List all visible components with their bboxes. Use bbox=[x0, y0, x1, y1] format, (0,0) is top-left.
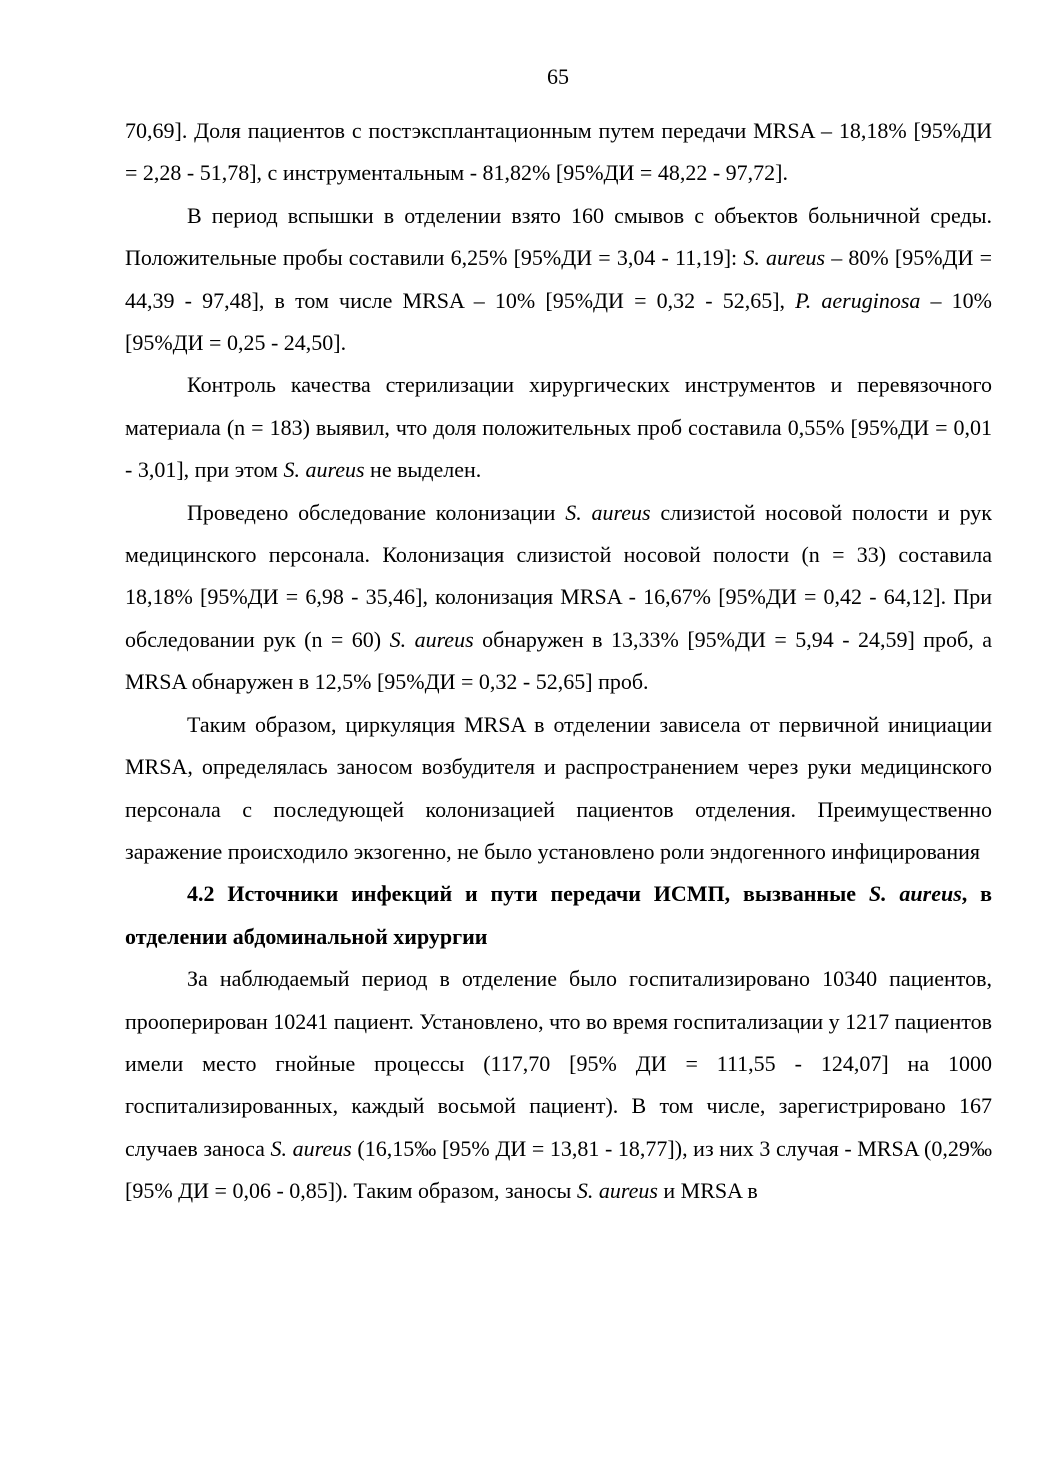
species-name: S. aureus bbox=[270, 1135, 352, 1161]
section-heading bbox=[125, 873, 992, 958]
paragraph-staff-colonization bbox=[125, 492, 992, 704]
document-body bbox=[125, 110, 992, 1213]
heading-text: , в отделении абдоминальной хирургии bbox=[125, 881, 992, 949]
paragraph-continuation bbox=[125, 110, 992, 195]
text-run: – 10% [95%ДИ = 0,25 - 24,50]. bbox=[125, 287, 992, 356]
text-run: слизистой носовой полости и рук медицинского персонала. Колонизация слизистой носовой полости (n = 33) составила 18,18% [95%ДИ = 6,98 - 35,46], колонизация MRSA - 16,67% [95%ДИ = 0,42 - 64,12]. При обследовании рук (n = 60) bbox=[125, 499, 992, 652]
species-name: S. aureus bbox=[283, 457, 365, 483]
paragraph-observation-period bbox=[125, 958, 992, 1212]
paragraph-conclusion bbox=[125, 704, 992, 874]
text-run: Таким образом, циркуляция MRSA в отделении зависела от первичной инициации MRSA, определялась заносом возбудителя и распространением через руки медицинского персонала с последующей колонизацией пациентов отделения. Преимущественно заражение происходило экзогенно, не было установлено роли эндогенного инфицирования bbox=[125, 711, 992, 864]
heading-text: 4.2 Источники инфекций и пути передачи ИСМП, вызванные bbox=[187, 881, 869, 907]
text-run: обнаружен в 13,33% [95%ДИ = 5,94 - 24,59] проб, а MRSA обнаружен в 12,5% [95%ДИ = 0,32 - 52,65] проб. bbox=[125, 626, 992, 695]
text-run: – 80% [95%ДИ = 44,39 - 97,48], в том числе MRSA – 10% [95%ДИ = 0,32 - 52,65], bbox=[125, 245, 993, 313]
paragraph-sterilization-control bbox=[125, 364, 992, 491]
species-name: S. aureus bbox=[389, 626, 474, 652]
text-run: За наблюдаемый период в отделение было госпитализировано 10340 пациентов, прооперирован 10241 пациент. Установлено, что во время госпитализации у 1217 пациентов имели место гнойные процессы (117,70 [95% ДИ = 111,55 - 124,07] на 1000 госпитализированных, каждый восьмой пациент). В том числе, зарегистрировано 167 случаев заноса bbox=[125, 966, 992, 1161]
text-run: 70,69]. Доля пациентов с постэксплантационным путем передачи MRSA – 18,18% [95%ДИ = 2,28 - 51,78], с инструментальным - 81,82% [95%ДИ = 48,22 - 97,72]. bbox=[125, 118, 992, 186]
text-run: В период вспышки в отделении взято 160 смывов с объектов больничной среды. Положительные пробы составили 6,25% [95%ДИ = 3,04 - 11,19]: bbox=[125, 202, 992, 271]
text-run: не выделен. bbox=[364, 457, 482, 483]
species-name: P. aeruginosa bbox=[795, 287, 921, 313]
text-run: (16,15‰ [95% ДИ = 13,81 - 18,77]), из них 3 случая - MRSA (0,29‰ [95% ДИ = 0,06 - 0,85]). Таким образом, заносы bbox=[125, 1135, 992, 1204]
text-run: Проведено обследование колонизации bbox=[187, 499, 566, 525]
page-number: 65 bbox=[547, 64, 569, 89]
paragraph-environment-samples bbox=[125, 195, 992, 365]
species-name: S. aureus bbox=[743, 245, 826, 271]
species-name: S. aureus bbox=[565, 499, 651, 525]
species-name: S. aureus bbox=[576, 1178, 658, 1204]
species-name: S. aureus bbox=[868, 881, 962, 907]
text-run: Контроль качества стерилизации хирургических инструментов и перевязочного материала (n = 183) выявил, что доля положительных проб составила 0,55% [95%ДИ = 0,01 - 3,01], при этом bbox=[125, 372, 992, 483]
text-run: и MRSA в bbox=[657, 1178, 758, 1204]
